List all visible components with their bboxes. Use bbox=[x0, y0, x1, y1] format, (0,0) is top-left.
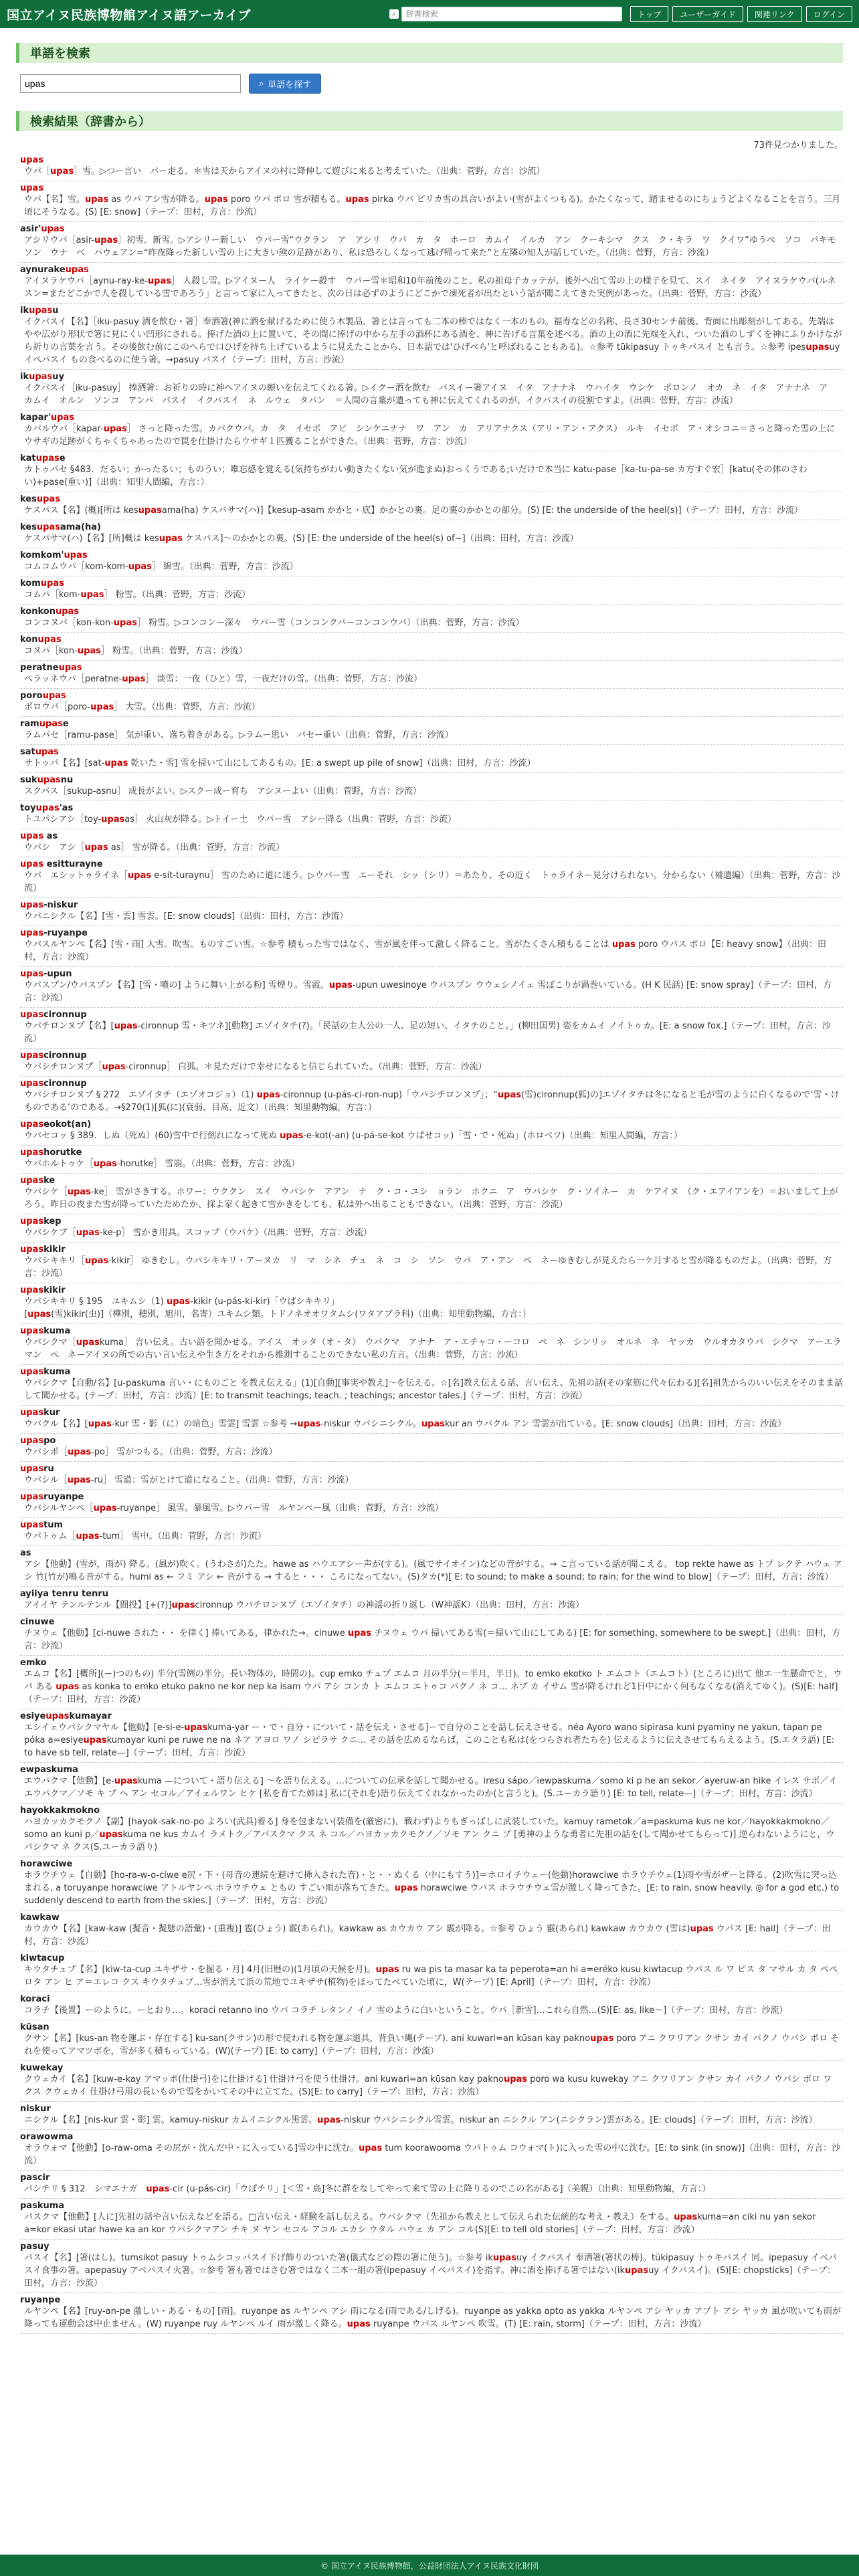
entry-headword[interactable]: komkom'upas bbox=[20, 550, 88, 560]
entry-definition: コムパ［kom-upas］ 粉雪。（出典：菅野，方言：沙流） bbox=[24, 590, 251, 600]
entry-definition: ウパシチロンヌプ § 272 エゾイタチ（エゾオコジョ）（1) upas-cironnup (u-pás-ci-ron-nup)「ウパシチロンヌプ」；“upas(雪)cironnup(狐)の]エゾイタチは冬になると毛が雪のように白くなるので‘雪・けものである’のである。→§270(1)[狐(に)(衰弱、目高、近文）（出典：知里動物編，方言：） bbox=[24, 1090, 840, 1113]
result-entry bbox=[20, 153, 843, 181]
result-entry bbox=[20, 605, 843, 633]
result-entry bbox=[20, 1763, 843, 1804]
entry-headword[interactable]: upaskuma bbox=[20, 1326, 71, 1336]
result-entry bbox=[20, 411, 843, 451]
entry-definition: ルヤンペ【名】[ruy-an-pe 激しい・ある・もの] [雨]。ruyanpe as ルヤンペ アシ 雨になる(雨である/しげる)。ruyanpe as yakka apto as yakka ルヤンペ アシ ヤッカ アプト アシ ヤッカ 風が吹いても雨が降っても運動会は中止ません。(W) ruyanpe ruy ルヤンペ ルイ 雨が激しく降る。upas ruyanpe ウパス ルヤンペ 吹雪。(T) [E: rain, storm]（テープ：田村，方言：沙流） bbox=[24, 2306, 841, 2329]
result-entry bbox=[20, 801, 843, 829]
result-entry bbox=[20, 829, 843, 857]
footer: © 国立アイヌ民族博物館，公益財団法人アイヌ民族文化財団 bbox=[0, 2555, 859, 2576]
entry-definition: ウパシポ［upas-po］ 雪がつもる。（出典：菅野，方言：沙流） bbox=[24, 1447, 278, 1457]
entry-headword[interactable]: ayiiya tenru tenru bbox=[20, 1589, 108, 1599]
entry-headword[interactable]: upastum bbox=[20, 1520, 64, 1530]
entry-headword[interactable]: niskur bbox=[20, 2104, 51, 2114]
entry-headword[interactable]: upascironnup bbox=[20, 1051, 87, 1061]
result-entry bbox=[20, 1857, 843, 1911]
result-entry bbox=[20, 2130, 843, 2171]
word-search-input[interactable] bbox=[20, 74, 241, 93]
result-entry bbox=[20, 548, 843, 576]
result-entry bbox=[20, 304, 843, 370]
entry-headword[interactable]: upas bbox=[20, 183, 44, 193]
result-entry bbox=[20, 1243, 843, 1283]
result-entry bbox=[20, 1518, 843, 1546]
top-nav-bar bbox=[0, 0, 859, 28]
result-entry bbox=[20, 1214, 843, 1243]
result-entry bbox=[20, 181, 843, 222]
entry-definition: カパルウパ［kapar-upas］ さっと降った雪。カパクウパ。カ タ イセポ アピ シンケニナナ ワ アン カ アリアナクス（アリ・アン・アクス） ルキ イセポ ア・オシコニ＝さっと降った雪の上にウサギの足跡がくちゃくちゃあったので罠を仕掛けたらウサギ１匹獲ることができた。（出典：菅野，方言：沙流） bbox=[24, 424, 836, 447]
entry-headword[interactable]: ramupase bbox=[20, 719, 69, 729]
entry-headword[interactable]: upas-niskur bbox=[20, 900, 78, 910]
site-title[interactable]: 国立アイヌ民族博物館アイヌ語アーカイブ bbox=[7, 7, 251, 23]
result-entry bbox=[20, 1146, 843, 1174]
result-entry bbox=[20, 857, 843, 898]
result-entry bbox=[20, 263, 843, 304]
result-entry bbox=[20, 1174, 843, 1214]
result-entry bbox=[20, 661, 843, 689]
dictionary-search-input[interactable] bbox=[401, 7, 622, 21]
entry-definition: パシチリ § 312 シマエナガ upas-cir (u-pás-cir)「ウぱチリ」[＜雪・鳥]冬に群をなしてやって来て雪の上に降りるのでこの名がある]（美幌）（出典：知里動物編，方言：） bbox=[24, 2184, 711, 2194]
entry-definition: パスイ【名】[箸(はし)。tumsikot pasuy トゥムシコッパスイ下げ飾りのついた箸(儀式などの際の箸に使う)。☆参考 ikupasuy イクパスイ 奉酒箸(箸状の棒)。tūkipasuy トゥキパスイ 同。ipepasuy イペパスイ食事の箸。apepasuy アペパスイ火箸。☆参考 箸も箸ではさむ箸ではなく二本一組の箸(ipepasuy イペパスイ)を指す。神に酒を捧げる箸ではない(ikupasuy イクパスイ)。(S)[E: chopsticks]（テープ：田村，方言：沙流） bbox=[24, 2253, 837, 2288]
result-entry bbox=[20, 2061, 843, 2102]
result-entry bbox=[20, 2240, 843, 2293]
entry-headword[interactable]: hayokkakmokno bbox=[20, 1806, 100, 1816]
entry-definition: クサン【名】[kus-an 物を運ぶ・存在する] ku-san(クサン)の形で使われる物を運ぶ道具，背負い縄(テープ). ani kuwari=an kūsan kay paknoupas poro アニ クワリアン クサン カイ パクノ ウパシ ポロ それを使ってアマツボを，雪が多く積もっている。(W)(テープ) [E: to carry]（テープ：田村，方言：沙流） bbox=[24, 2034, 840, 2056]
entry-headword[interactable]: pasuy bbox=[20, 2242, 50, 2252]
nav-user-guide-button[interactable]: ユーザーガイド bbox=[672, 6, 743, 22]
entry-definition: ホラウチウェ【自動】[ho-ra-w-o-ciwe e尻・下・(母音の連続を避けて挿入された音)・と・・ぬくる（中にもすう)]＝ホロイチウェー(他動)horawciwe ホラウチウェ(1)雨や雪がザーと降る。(2)吹雪に突っ込まれる, a toruyanpe horawciwe アトルヤンペ ホラウチウェ ともの すごい雨が落ちてきた。upas horawciwe ウパス ホラウチウェ雪が激しく降ってきた。[E: to rain, snow heavily. ◎ for a god etc.) to suddenly descend to earth from the skies.]（テープ：田村，方言：沙流） bbox=[24, 1870, 840, 1906]
result-entry bbox=[20, 1911, 843, 1951]
entry-headword[interactable]: ikupasu bbox=[20, 306, 59, 316]
entry-headword[interactable]: upaske bbox=[20, 1176, 56, 1186]
entry-definition: ウパセコッ § 389．しぬ（死ぬ）(60)雪中で行倒れになって死ぬ upas-e-kot(-an) (u-pá-se-kot ウぱせコッ)「雪・で・死ぬ」(ホロベツ)（出典：知里人間編，方言：） bbox=[24, 1131, 682, 1141]
result-entry bbox=[20, 1283, 843, 1324]
results-section-heading: 検索結果（辞書から） bbox=[16, 111, 843, 131]
entry-definition: ウパニシクル【名】[雪・雲] 雪雲。[E: snow clouds]（出典：田村，方言：沙流） bbox=[24, 911, 349, 922]
entry-definition: ハヨカッカクモクノ【副】[hayok-sak-no-po よろい(武具)着る] 身を包まない(装備を(厳密に)，戦わず)よりもぎっぱしに武装していた。kamuy rametok／a=paskuma kus ne kor／hayokkakmokno／somo an kuni p／upaskuma ne kus カムイ ラメトク／アパスクマ クス ネ コル／ハヨカッカクモクノ／ソモ アン クニ プ [勇神のような勇者に先祖の話を(して聞かせてもらって)] 逆らわないようにと，ウパシクマ ネ クス(S.ユーカラ語り) bbox=[24, 1817, 835, 1852]
entry-definition: クウェカイ【名】[kuw-e-kay アマッポ(仕掛弓)をに仕掛ける] 仕掛け弓を使う仕掛け。ani kuwari=an kūsan kay paknoupas poro wa kusu kuwekay アニ クワリアン クサン カイ パクノ ウパシ ポロ ワ クス クウェカイ 仕掛け弓用の長いもので雪をかいてその中に立てた。(S)[E: to carry]（テープ：田村，方言：沙流） bbox=[24, 2074, 832, 2097]
entry-definition: カウカウ【名】[kaw-kaw (擬音・擬態の語彙)・(重複)] 雹(ひょう) 霰(あられ)。kawkaw as カウカウ アシ 霰が降る。☆参考 ひょう 霰(あられ) kawkaw カウカウ (雪は)upas ウパス [E: hail]（テープ：田村，方言：沙流） bbox=[24, 1924, 831, 1947]
entry-definition: ウパトゥム［upas-tum］ 雪中。（出典：菅野，方言：沙流） bbox=[24, 1531, 266, 1541]
result-entry bbox=[20, 1008, 843, 1049]
result-entry bbox=[20, 1049, 843, 1077]
result-entry bbox=[20, 898, 843, 926]
entry-definition: ウパシルヤンペ［upas-ruyanpe］ 風雪。暴風雪。▷ウパー雪 ルヤンペー風（出典：菅野，方言：沙流） bbox=[24, 1503, 444, 1513]
search-icon: ⌕ bbox=[259, 78, 264, 89]
entry-definition: ウパシケ［upas-ke］ 雪がさきする。ホワー：ウククン スイ ウパシケ アアン ナ ク・コ・ユシ ョラン ホクニ ア ウパシケ ク・ソイネー カ ケアイヌ （ク・エアイアンを）＝おいまして上がろう。昨日の夜また雪が降っていたためたか、採よ家く起きて雪かきをしても、私は外へ出ることもできない。（出典：菅野，方言：沙流） bbox=[24, 1187, 838, 1210]
entry-definition: コンコヌパ［kon-kon-upas］ 粉雪。▷コンコンー深々 ウパー雪（コンコンクパーコンコンウパ）（出典：菅野，方言：沙流） bbox=[24, 618, 524, 628]
entry-headword[interactable]: upas-ruyanpe bbox=[20, 928, 88, 938]
entry-definition: ウパシキキリ § 195 ユキムシ（1) upas-kikir (u-pás-ki-kir)「ウぱシキキリ」[upas(雪)kikir(虫)]（樺別，穂別，旭川，名寄）ユキムシ類。トドノネオオワタムシ(ワタアブラ科)（出典：知里動物編，方言：） bbox=[24, 1297, 531, 1319]
result-entry bbox=[20, 370, 843, 411]
entry-definition: ウパシチロンヌプ［upas-cironnup］ 白狐。＊見ただけで幸せになると信じられていた。（出典：菅野，方言：沙流） bbox=[24, 1062, 487, 1072]
result-entry bbox=[20, 2293, 843, 2334]
entry-headword[interactable]: upaspo bbox=[20, 1436, 56, 1446]
result-entry bbox=[20, 1709, 843, 1763]
entry-headword[interactable]: toyupas'as bbox=[20, 803, 74, 813]
entry-headword[interactable]: upaskikir bbox=[20, 1245, 66, 1255]
entry-headword[interactable]: ewpaskuma bbox=[20, 1765, 78, 1775]
entry-definition: ウパシクマ［upaskuma］ 言い伝え。古い語を聞かせる。アイス オッタ（オ・タ） ウパクマ アナナ ア・エチャコ・ーコロ ペ ネ シンリッ オルネ ネ ヤッカ ウルオカタウパ シクマ アーエラマン ペ ネーアイヌの所での古い言い伝えや生き方をそれから推測することのできない私の方言。（出典：菅野，方言：沙流） bbox=[24, 1337, 842, 1360]
entry-headword[interactable]: upasru bbox=[20, 1464, 54, 1474]
result-entry bbox=[20, 1992, 843, 2020]
top-nav-right bbox=[389, 6, 852, 22]
entry-headword[interactable]: cinuwe bbox=[20, 1617, 55, 1627]
entry-definition: ウパホルトゥケ［upas-horutke］ 雪崩。（出典：菅野，方言：沙流） bbox=[24, 1159, 300, 1169]
result-entry bbox=[20, 1117, 843, 1146]
entry-definition: ウパ［upas］雪。▷つー言い パー走る。＊雪は天からアイヌの村に降伸して遊びに来ると考えていた。（出典：菅野，方言：沙流） bbox=[24, 167, 545, 177]
entry-definition: ウパチロンヌプ【名】[upas-cironnup 雪・キツネ][動物] エゾイタチ(?)。「民話の主人公の一人、足の短い、イタチのこと。」(柳田国男) 姿をカムイ ノイトゥカ。[E: a snow fox.]（テープ：田村，方言：沙流） bbox=[24, 1021, 831, 1044]
entry-headword[interactable]: katupase bbox=[20, 453, 66, 463]
entry-headword[interactable]: kapar'upas bbox=[20, 413, 74, 423]
entry-definition: エウパクマ【他動】[e-upaskuma —について・語り伝える] ～を語り伝える。…についての伝承を話して聞かせる。iresu sápo／iewpaskuma／somo ki p he an sekor／ayeruw-an hike イレス サポ／イエウパクマ／ソモ キ プ ヘ アン セコル／アイェルワン ヒケ [私を育てた姉は] 私に(それを)語り伝えてくれなかったのか(と言うと)。(S.ユーカラ語り) [E: to tell, relate—]（テープ：田村，方言：沙流） bbox=[24, 1776, 838, 1799]
entry-headword[interactable]: konkonupas bbox=[20, 607, 80, 617]
entry-definition: ウパスプン/ウパスプン【名】[雪・噴の] ように舞い上がる粉] 雪煙り。雪霞。upas-upun uwesinoye ウパスプン ウウェシノイェ 雪ぼこりが渦巻いている。(H K 民話) [E: snow spray]（テープ：田村，方言：沙流） bbox=[24, 980, 832, 1003]
result-entry bbox=[20, 451, 843, 492]
entry-definition: ウパシクマ【自動/名】[u-paskuma 言い・にものごと を教え伝える」(1)[自動][事実や教え]〜を伝える。☆[名]教え伝える話、言い伝え、先祖の話(その家筋に代々伝わる)[名]祖先からのいい伝えをそのまま話して聞かせる。(テープ：田村，方言：沙流）[E: to transmit teachings; teach. ; teachings; ancestor tales.]（テープ：田村，方言：沙流） bbox=[24, 1378, 843, 1401]
entry-headword[interactable]: kūsan bbox=[20, 2022, 50, 2032]
entry-headword[interactable]: upaskuma bbox=[20, 1367, 71, 1377]
entry-definition: ニシクル【名】[nis-kur 雲・影] 雲。kamuy-niskur カムイニシクル黒雲。upas-niskur ウパシニシクル雪雲。niskur an ニシクル アン(ニシクラン)雲がある。[E: clouds]（テープ：田村，方言：沙流） bbox=[24, 2115, 818, 2125]
entry-headword[interactable]: ruyanpe bbox=[20, 2295, 61, 2305]
result-count: 73件見つかりました。 bbox=[753, 140, 843, 150]
entry-definition: キウタチュプ【名】[kiw-ta-cup ユキザサ・を掘る・月] 4月(旧暦の)(1月頃の天候を月)。upas ru wa pis ta masar ka ta peperota=an hi a=eréko kusu kiwtacup ウパス ル ワ ピス タ マサル カ タ ペペロタ アン ヒ ア＝エレコ クス キウタチュプ…雪が消えて浜の荒地でユキザサ(植物)をほってたべていた頃に，W(テープ) [E: April]（テープ：田村，方言：沙流） bbox=[24, 1965, 838, 1988]
search-word-button-label: 単語を探す bbox=[268, 80, 312, 90]
entry-headword[interactable]: kuwekay bbox=[20, 2063, 64, 2073]
entry-headword[interactable]: upas as bbox=[20, 831, 58, 841]
entry-definition: イクパスイ【名】［iku-pasuy 酒を飲む・箸］奉酒箸(神に酒を献げるために使う木製品、箸とは言っても二本の棒ではなく一本のもの。福寿などの名称、長さ30センチ前後、背面に出彫刻がしてある。先端はやや広がり形状で箸に見にくい凹形にされる。捧げた酒の上に置いて、その間に捧げの中から左手の酒杯にある酒を、神に告げる言葉を述べる。酒の上の酒に先端を入れ、ついた酒のしずくを神にふりかけながら祈りの言葉を言う。その後飲む前にこのへらで口ひげを持ち上げているように見えたことから、日本語では'ひげべら'と呼ばれることもある)。☆参考 tūkipasuy トゥキパスイ とも言う。☆参考 ipesupasuy イペパスイ もの食べるのに使う箸。→pasuy パスイ（テープ：田村，方言：沙流） bbox=[24, 317, 842, 365]
entry-headword[interactable]: upaskikir bbox=[20, 1285, 66, 1295]
nav-related-links-button[interactable]: 関連リンク bbox=[747, 6, 802, 22]
entry-definition: ウパ エシットゥライネ［upas e-sit-turaynu］ 雪のために道に迷う。▷ウパー雪 エーそれ シッ（シリ）＝あたり、その近く トゥライネー見分けられない。分からない（補遺編）（出典：菅野，方言：沙流） bbox=[24, 871, 841, 893]
result-entry bbox=[20, 520, 843, 548]
result-entry bbox=[20, 1615, 843, 1656]
entry-definition: ラムパセ［ramu-pase］ 気が重い、落ち着きがある。▷ラムー思い パセー重い（出典：菅野，方言：沙流） bbox=[24, 730, 454, 740]
result-entry bbox=[20, 1656, 843, 1709]
result-entry bbox=[20, 1546, 843, 1587]
entry-headword[interactable]: kesupasama(ha) bbox=[20, 522, 101, 532]
entry-definition: アイヌラケウパ［aynu-ray-ke-upas］ 人殺し雪。▷アイヌー人 ライケー殺す ウパー雪＊昭和10年前後のこと、私の祖母子カッテが、後外へ出て雪の上の様子を見て、スイ ネイタ アイヌラケウパ(ルネスン=またどこかで人を殺している雪であろう」と言って家に入ってきたと、次の日は必ずのようにどこかで凍死者が出たという話が聞こえてきた実例があった。（出典：菅野，方言：沙流） bbox=[24, 276, 836, 299]
entry-definition: チヌウェ【他動】[ci-nuwe された・・ を律く] 捧いてある，律かれた→。cinuwe upas チヌウェ ウパ 掃いてある雪(＝掃いて山にしてある) [E: for something, somewhere to be swept.]（出典：田村，方言：沙流） bbox=[24, 1628, 841, 1651]
entry-headword[interactable]: ikupasuy bbox=[20, 372, 64, 382]
entry-headword[interactable]: upasruyanpe bbox=[20, 1492, 84, 1502]
result-entry bbox=[20, 717, 843, 745]
entry-headword[interactable]: upas bbox=[20, 155, 44, 165]
result-entry bbox=[20, 1490, 843, 1518]
entry-headword[interactable]: pascir bbox=[20, 2173, 50, 2183]
entry-definition: アシリウパ［asir-upas］初雪。新雪。▷アシリー新しい ウパー雪“ウクラン ア アシリ ウパ カ タ ホーロ カムイ イルカ アン クーキシマ クス ク・キラ ワ クイワ”ゆうべ ソコ パキモ ソン ウナ ベ ハウェアン=“昨夜降った新しい雪の上に大きい熊の足跡があり、私は恐ろしくなって逃げ帰って来た”と左隣の知人が話していた。（出典：菅野，方言：沙流） bbox=[24, 235, 845, 258]
entry-definition: エムコ【名】[概所](ー)つのもの) 半分(雪例の半分。長い物体の，時間の)。cup emko チュプ エムコ 月の半分(＝半月，半日)。to emko ekotko ト エムコト（エムコト）(ところに)出て 他エ一生懸命でと，ウパ ある upas as konka to emko etuko pakno ne kor nep ka isam ウパ アシ コンカ ト エムコ エトゥコ パクノ ネ コ… ネプ カ イサム 雪が降るけれど1日中にかく何もなくなる(消えてゆく)。(S)[E: half]（テープ：田村，方言：沙流） bbox=[24, 1669, 842, 1705]
search-word-button[interactable] bbox=[249, 74, 321, 94]
entry-headword[interactable]: emko bbox=[20, 1658, 47, 1668]
entry-headword[interactable]: kesupas bbox=[20, 494, 60, 504]
search-section-heading: 単語を検索 bbox=[16, 43, 843, 63]
entry-headword[interactable]: horawciwe bbox=[20, 1859, 73, 1869]
result-entry bbox=[20, 2020, 843, 2061]
entry-headword[interactable]: aynurakeupas bbox=[20, 265, 89, 275]
result-entry bbox=[20, 1077, 843, 1117]
result-entry bbox=[20, 2102, 843, 2130]
result-entry bbox=[20, 576, 843, 605]
result-entry bbox=[20, 1365, 843, 1406]
entry-definition: ウパ【名】雪。upas as ウパ アシ雪が降る。upas poro ウパ ポロ 雪が積もる。upas pirka ウパ ピリカ雪の具合いがよい(雪がよくつもる)。かたくなって、踏ませるのにちょうどよくなることを言う。三月頃にそうなる。(S) [E: snow]（テープ：田村，方言：沙流） bbox=[24, 195, 841, 217]
result-entry bbox=[20, 633, 843, 661]
entry-headword[interactable]: sukupasnu bbox=[20, 775, 74, 785]
entry-headword[interactable]: upaskur bbox=[20, 1408, 60, 1418]
top-search bbox=[389, 7, 622, 21]
result-entry bbox=[20, 1462, 843, 1490]
entry-definition: ウパクル【名】[upas-kur 雪・影（に）の暗色」雪雲] 雪雲 ☆参考 →upas-niskur ウパシニシクル。upaskur an ウパクル アン 雪雲が出ている。[E: snow clouds]（出典：田村，方言：沙流） bbox=[24, 1419, 787, 1429]
entry-headword[interactable]: orawowma bbox=[20, 2132, 74, 2142]
result-entry bbox=[20, 1434, 843, 1462]
entry-headword[interactable]: upas-upun bbox=[20, 969, 72, 979]
entry-headword[interactable]: upascironnup bbox=[20, 1079, 87, 1089]
entry-definition: ウパシケブ［upas-ke-p］ 雪かき用具。スコップ（ウパケ）（出典：菅野，方言：沙流） bbox=[24, 1228, 372, 1238]
entry-definition: ウパシ アシ［upas as］ 雪が降る。（出典：菅野，方言：沙流） bbox=[24, 843, 285, 853]
nav-login-button[interactable]: ログイン bbox=[806, 6, 852, 22]
entry-definition: アイイヤ テンルテンル【間投】[+(?)]upascironnup ウパチロンヌプ（エゾイタチ）の神謡の折り返し（W神謡K）（出典：田村，方言：沙流） bbox=[24, 1600, 585, 1610]
result-entry bbox=[20, 1587, 843, 1615]
entry-definition: ウパスルヤンペ【名】[雪・雨] 大雪。吹雪。ものすごい雪。☆参考 積もった雪ではなく、雪が風を伴って激しく降ること。雪がたくさん積もることは upas poro ウパス ポロ【E: heavy snow】（出典：田村，方言：沙流） bbox=[24, 940, 827, 962]
result-entry bbox=[20, 745, 843, 773]
entry-headword[interactable]: esiyeupaskumayar bbox=[20, 1711, 112, 1721]
entry-definition: ケスパサマ(ハ)【名】[所]概は kesupas ケスパス]～のかかとの裏。(S) [E: the underside of the heel(s) of~]（出典：田村，方言：沙流） bbox=[24, 534, 579, 544]
result-entry bbox=[20, 2171, 843, 2199]
entry-definition: オラウォマ【他動】[o-raw-oma その尻が・沈んだ中・に入っている]雪の中に沈む。upas tum koorawooma ウパトゥム コウォマ(ト)に入った雪の中に沈む。[E: to sink (in snow)]（出典：田村，方言：沙流） bbox=[24, 2143, 841, 2166]
entry-headword[interactable]: konupas bbox=[20, 635, 62, 645]
entry-headword[interactable]: upashorutke bbox=[20, 1148, 82, 1158]
entry-definition: ウパシル［upas-ru］ 雪道：雪がとけて道になること。（出典：菅野，方言：沙流） bbox=[24, 1475, 354, 1485]
result-entry bbox=[20, 773, 843, 801]
entry-headword[interactable]: peratneupas bbox=[20, 663, 82, 673]
entry-headword[interactable]: upaseokot(an) bbox=[20, 1119, 92, 1130]
entry-definition: ケスパス【名】(概)[所は kesupasama(ha) ケスパサマ(ハ)]【kesup-asam かかと・底】かかとの裏。足の裏のかかとの部分。(S) [E: the underside of the heel(s)]（テープ：田村，方言：沙流） bbox=[24, 506, 803, 516]
result-entry bbox=[20, 689, 843, 717]
nav-top-button[interactable]: トップ bbox=[630, 6, 669, 22]
entry-definition: ウパシキキリ［upas-kikir］ ゆきむし。ウパシキキリ・アーヌカ リ マ シネ チュ ネ コ シ ソン ウパ ア・アン ペ ネーゆきむしが見えたら一ケ月すると雪が降るものだよ。（出典：菅野，方言：沙流） bbox=[24, 1256, 832, 1279]
entry-definition: トユパシアシ［toy-upasas］ 火山灰が降る。▷トイー土 ウパー雪 アシー降る（出典：菅野，方言：沙流） bbox=[24, 815, 456, 825]
result-entry bbox=[20, 222, 843, 263]
entry-definition: サトゥパ【名】[sat-upas 乾いた・雪] 雪を掃いて山にしてあるもの。[E: a swept up pile of snow]（出典：田村，方言：沙流） bbox=[24, 758, 536, 768]
search-icon: ⌕ bbox=[389, 9, 399, 19]
entry-definition: コヌパ［kon-upas］ 粉雪。（出典：菅野，方言：沙流） bbox=[24, 646, 248, 656]
result-entry bbox=[20, 1406, 843, 1434]
result-entry bbox=[20, 1324, 843, 1365]
entry-headword[interactable]: upaskep bbox=[20, 1216, 62, 1226]
entry-definition: コラチ【後置】ーのように。ーとおり…。koraci retanno ino ウパ コラチ レタンノ イノ 雪のように白いということ。ウパ［新雪]…これら自然…(S)[E: as, like～]（テープ：田村，方言：沙流） bbox=[24, 2006, 788, 2016]
entry-headword[interactable]: upas esitturayne bbox=[20, 859, 103, 869]
entry-definition: ポロウパ［poro-upas］ 大雪。（出典：菅野，方言：沙流） bbox=[24, 702, 260, 712]
result-list bbox=[20, 153, 843, 2334]
entry-definition: ペラッネウパ［peratne-upas］ 淡雪：一夜（ひと）雪，一夜だけの雪。（出典：菅野，方言：沙流） bbox=[24, 674, 423, 684]
entry-definition: パスクマ【他動】[人に]先祖の話や言い伝えなどを語る。□言い伝え・経験を話し伝える。ウパシクマ（先祖から教えとして伝えられた伝統的な考え・教え）をする。upaskuma=an ciki nu yan sekor a=kor ekasi utar hawe ka an kor ウパシクマアン チキ ヌ ヤン セコル アコル エカシ ウタル ハウェ カ アン コル(S)[E: to tell old stories]（テープ：田村，方言：沙流） bbox=[24, 2212, 816, 2235]
result-entry bbox=[20, 2199, 843, 2240]
result-entry bbox=[20, 1804, 843, 1857]
entry-headword[interactable]: komupas bbox=[20, 578, 64, 588]
entry-headword[interactable]: paskuma bbox=[20, 2201, 65, 2211]
entry-definition: コムコムウパ［kom-kom-upas］ 綿雪。（出典：菅野，方言：沙流） bbox=[24, 562, 298, 572]
result-entry bbox=[20, 926, 843, 967]
entry-headword[interactable]: kiwtacup bbox=[20, 1953, 65, 1963]
result-entry bbox=[20, 967, 843, 1008]
entry-definition: スクパス［sukup-asnu］ 成長がよい。▷スクー成ー育ち アシヌーよい（出典：菅野，方言：沙流） bbox=[24, 786, 421, 796]
entry-headword[interactable]: as bbox=[20, 1548, 31, 1558]
entry-headword[interactable]: koraci bbox=[20, 1994, 50, 2004]
entry-headword[interactable]: poroupas bbox=[20, 691, 66, 701]
entry-headword[interactable]: satupas bbox=[20, 747, 59, 757]
entry-definition: イクパスイ［iku-pasuy］ 捧酒箸：お祈りの時に神へアイヌの願いを伝えてくれる箸。▷イクー酒を飲む パスイー箸アイヌ イタ アナナネ ウハイタ ウシケ ポロンノ オカ ネ イタ アナナネ ア カムイ オルン ソンコ アンパ パスイ イクパスイ ネ ルウェ タパン ＝人間の言葉が遺っても神に伝えてくれるのが、イクパスイの役割ですよ。（出典：菅野，方言：沙流） bbox=[24, 383, 836, 406]
result-entry bbox=[20, 1951, 843, 1992]
entry-definition: カトゥパセ §483．だるい；かったるい；ものうい；唯忘感を覚える(気持ちがわい動きたくない気が進まぬ)おっくうである;いだけで本当に katu-pase［ka-tu-pa-se カ方すぐ宏］[katu(その体のさわい)+pase(重い)]（出典：知里人間編，方言：） bbox=[24, 465, 807, 488]
entry-headword[interactable]: upascironnup bbox=[20, 1010, 87, 1020]
entry-definition: エシイェウパシクマヤル【他動】[e-si-e-upaskuma-yar ー・で・自分・について・話を伝え・させる]ーで自分のことを話し伝えさせる。néa Ayoro wano sipirasa kuni pyaminy ne yakun, tapan pe póka a=esiyeupaskumayar kuni pe ruwe ne na ネア アヨロ ワノ シピラサ クニ… その話を広めるならば，このことも私は(をつらされ者たちを) 伝えるように伝えさせてもらえるよう。(S.エタラ語) [E: to have sb tell, relate—]（テープ：田村，方言：沙流） bbox=[24, 1723, 835, 1758]
entry-headword[interactable]: kawkaw bbox=[20, 1913, 60, 1923]
word-search-form bbox=[20, 74, 843, 94]
result-entry bbox=[20, 492, 843, 520]
entry-definition: アシ【他動】(雪が，雨が) 降る。(風が)吹く。(うわさが)たた。hawe as ハウエアシー声が(する)。(風でサイオイン)などの音がする。→ こ言っている話が聞こえる。 top rekte hawe as トプ レクテ ハウェ アシ 竹(竹が)鳴る音がする。humi as ← フミ アシ ← 音がする → すると・・・ ころになってない。(S)タカ(*)[ E: to sound; to make a sound; to rain; for the wind to blow]（テープ：田村，方言：沙流） bbox=[24, 1560, 842, 1582]
entry-headword[interactable]: asir'upas bbox=[20, 224, 65, 234]
